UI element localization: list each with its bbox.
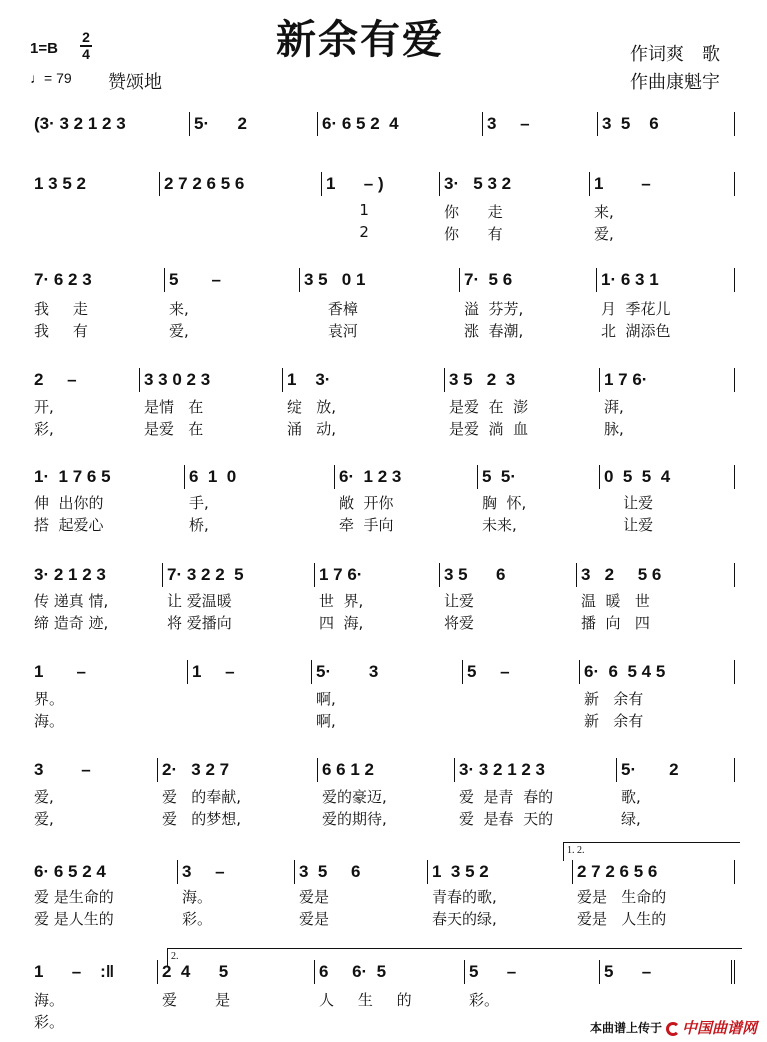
song-title: 新余有爱 [276,17,444,63]
lyric-segment: 传 递真 情, [34,592,109,610]
lyrics-verse-1 [30,590,735,611]
measure: 1 – [590,172,735,196]
measure: 2 7 2 6 5 6 [160,172,322,196]
measure: 1 7 6· [315,563,440,587]
lyric-segment: 爱 是人生的 [34,910,114,928]
lyric-segment: 我 有 [34,322,88,340]
lyric-segment: 是爱 在 [144,420,204,438]
measure: 0 5 5 4 [600,465,735,489]
tempo-marking: ♩= 79 [30,70,72,86]
lyric-segment: 桥, [189,516,209,534]
lyric-segment: 月 季花儿 [601,300,671,318]
measure: 1 – [188,660,312,684]
lyric-segment [188,688,312,709]
measure: 5 – [463,660,580,684]
lyric-segment: 海。 [34,712,65,730]
lyrics-verse-1 [30,989,735,1010]
measure: (3· 3 2 1 2 3 [30,112,190,136]
staff-row [30,563,735,587]
lyric-segment [160,201,322,222]
lyric-segment: 来, [169,300,189,318]
lyric-segment: 搭 起爱心 [34,516,104,534]
lyric-segment: 将 爱播向 [167,614,232,632]
measure: 6 1 0 [185,465,335,489]
measure: 5· 2 [190,112,318,136]
lyric-segment: 爱 的梦想, [162,810,242,828]
staff-row [30,660,735,684]
lyrics-verse-1 [30,786,735,807]
measure: 6· 6 5 2 4 [318,112,483,136]
measure: 3 5 6 [440,563,577,587]
lyric-segment: 新 余有 [584,690,644,708]
measure: 3 – [30,758,158,782]
lyric-segment: 是爱 淌 血 [449,420,529,438]
lyric-segment [158,1011,315,1032]
lyric-segment: 是情 在 [144,398,204,416]
lyric-segment: 人 生 的 [319,991,412,1009]
measure: 7· 3 2 2 5 [163,563,315,587]
measure: 5 – [465,960,600,984]
lyric-segment: 溢 芬芳, [464,300,524,318]
lyric-segment: 1 [326,201,369,219]
lyric-segment: 让爱 [604,516,654,534]
lyricist-credit: 作词爽 歌 [630,44,720,65]
volta-first-ending: 1. 2. [563,842,740,861]
lyric-segment: 海。 [34,991,65,1009]
lyric-segment: 未来, [482,516,517,534]
lyric-segment: 彩, [34,420,54,438]
measure: 2 – [30,368,140,392]
lyric-segment: 界。 [34,690,65,708]
lyric-segment: 你 有 [444,225,503,243]
staff-row [30,368,735,392]
measure: 3 5 6 [598,112,735,136]
lyric-segment: 爱 是春 天的 [459,810,554,828]
lyric-segment: 海。 [182,888,213,906]
lyric-segment: 爱的豪迈, [322,788,387,806]
lyric-segment: 伸 出你的 [34,494,104,512]
measure: 3 – [483,112,598,136]
lyrics-verse-2 [30,710,735,731]
measure: 3 2 5 6 [577,563,735,587]
staff-row [30,758,735,782]
lyric-segment: 涨 春潮, [464,322,524,340]
lyric-segment [315,1011,465,1032]
lyrics-verse-1 [30,396,735,417]
lyric-segment [30,201,160,222]
lyrics-verse-2 [30,612,735,633]
expression-marking: 赞颂地 [108,72,162,93]
lyric-segment: 彩。 [469,991,500,1009]
lyric-segment: 牵 手向 [339,516,394,534]
lyric-segment: 爱 是 [162,991,231,1009]
measure: 2 4 5 [158,960,315,984]
lyric-segment: 让 爱温暖 [167,592,232,610]
lyrics-verse-2 [30,418,735,439]
lyric-segment: 香樟 [304,300,358,318]
lyric-segment: 脉, [604,420,624,438]
staff-row [30,465,735,489]
measure: 3 5 0 1 [300,268,460,292]
lyric-segment: 歌, [621,788,641,806]
lyric-segment: 四 海, [319,614,364,632]
lyric-segment: 胸 怀, [482,494,527,512]
lyric-segment: 让爱 [444,592,475,610]
lyric-segment: 新 余有 [584,712,644,730]
lyric-segment: 2 [326,223,369,241]
lyric-segment: 爱 的奉献, [162,788,242,806]
measure: 6 6· 5 [315,960,465,984]
lyrics-verse-2 [30,908,735,929]
measure: 1 – ) [322,172,440,196]
measure: 5 – [600,960,735,984]
measure: 1 3 5 2 [30,172,160,196]
lyric-segment: 温 暖 世 [581,592,650,610]
lyric-segment: 手, [189,494,209,512]
measure: 6 6 1 2 [318,758,455,782]
lyric-segment: 是爱 在 澎 [449,398,529,416]
measure: 1 7 6· [600,368,735,392]
staff-row [30,860,735,884]
lyrics-verse-2 [30,514,735,535]
lyric-segment [463,710,580,731]
lyric-segment: 来, [594,203,614,221]
footer-credit [590,1017,757,1038]
lyric-segment: 我 走 [34,300,88,318]
lyric-segment: 爱, [34,810,54,828]
measure: 7· 5 6 [460,268,597,292]
lyric-segment: 啊, [316,712,336,730]
time-sig-top: 2 [82,29,90,45]
lyrics-verse-1 [30,492,735,513]
lyric-segment: 爱的期待, [322,810,387,828]
measure: 3· 3 2 1 2 3 [455,758,617,782]
volta-second-ending: 2. [167,948,742,967]
lyric-segment: 你 走 [444,203,503,221]
measure: 1 – :‖ [30,960,158,984]
measure: 6· 6 5 2 4 [30,860,178,884]
measure: 3 5 6 [295,860,428,884]
lyric-segment: 缔 造奇 迹, [34,614,109,632]
measure: 1· 1 7 6 5 [30,465,185,489]
lyrics-verse-1 [30,298,735,319]
measure: 1 – [30,660,188,684]
footer-text: 本曲谱上传于 [589,1021,662,1035]
lyrics-verse-2 [30,320,735,341]
lyric-segment: 青春的歌, [432,888,497,906]
lyric-segment: 爱是 人生的 [577,910,667,928]
lyric-segment [600,989,735,1010]
staff-row [30,172,735,196]
lyric-segment [465,1011,600,1032]
measure: 5 5· [478,465,600,489]
measure: 7· 6 2 3 [30,268,165,292]
lyric-segment: 敞 开你 [339,494,394,512]
measure: 6· 6 5 4 5 [580,660,735,684]
lyric-segment: 绿, [621,810,641,828]
measure: 5 – [165,268,300,292]
lyric-segment: 爱, [34,788,54,806]
site-name: 中国曲谱网 [681,1019,757,1037]
staff-row [30,268,735,292]
lyric-segment: 播 向 四 [581,614,650,632]
measure: 5· 3 [312,660,463,684]
lyric-segment: 湃, [604,398,624,416]
measure: 3· 2 1 2 3 [30,563,163,587]
lyric-segment [160,223,322,244]
lyric-segment: 将爱 [444,614,475,632]
lyric-segment: 爱, [594,225,614,243]
lyric-segment: 春天的绿, [432,910,497,928]
lyric-segment: 开, [34,398,54,416]
lyric-segment: 爱, [169,322,189,340]
lyric-segment: 爱是 [299,910,330,928]
time-signature [80,30,92,62]
lyric-segment: 彩。 [34,1013,65,1031]
measure: 2 7 2 6 5 6 [573,860,735,884]
lyric-segment: 爱 是生命的 [34,888,114,906]
lyrics-verse-1 [30,688,735,709]
measure: 5· 2 [617,758,735,782]
measure: 1 3· [283,368,445,392]
site-logo[interactable] [666,1017,757,1038]
lyric-segment: 袁河 [304,322,358,340]
lyrics-verse-2 [30,223,735,244]
measure: 2· 3 2 7 [158,758,318,782]
measure: 3 3 0 2 3 [140,368,283,392]
lyric-segment: 让爱 [604,494,654,512]
time-sig-bottom: 4 [82,46,90,62]
lyric-segment: 爱 是青 春的 [459,788,554,806]
lyric-segment: 爱是 [299,888,330,906]
lyric-segment [188,710,312,731]
lyric-segment: 世 界, [319,592,364,610]
composer-credit: 作曲康魁宇 [630,72,720,93]
lyric-segment: 涌 动, [287,420,337,438]
key-signature: 1=B [30,40,58,57]
lyrics-verse-2 [30,808,735,829]
measure: 1 3 5 2 [428,860,573,884]
lyric-segment: 啊, [316,690,336,708]
lyric-segment [463,688,580,709]
lyrics-verse-1 [30,886,735,907]
measure: 6· 1 2 3 [335,465,478,489]
lyric-segment: 彩。 [182,910,213,928]
measure: 3 – [178,860,295,884]
lyric-segment [30,223,160,244]
staff-row [30,112,735,136]
lyric-segment: 绽 放, [287,398,337,416]
measure: 3 5 2 3 [445,368,600,392]
lyric-segment: 爱是 生命的 [577,888,667,906]
logo-icon [666,1022,680,1036]
measure: 3· 5 3 2 [440,172,590,196]
lyrics-verse-1 [30,201,735,222]
measure: 1· 6 3 1 [597,268,735,292]
lyric-segment: 北 湖添色 [601,322,671,340]
